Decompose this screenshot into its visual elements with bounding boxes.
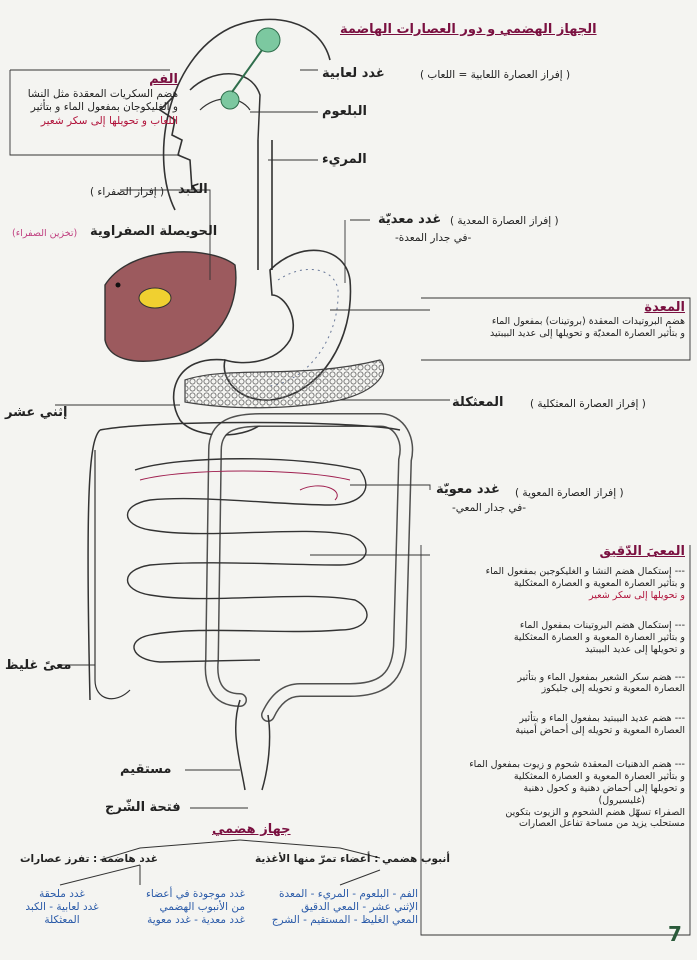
anus-label: فتحة الشّرج: [105, 800, 181, 815]
small-intestine-title: المعىَ الدّقيق: [599, 544, 685, 559]
salivary-glands: [221, 28, 280, 109]
si-line: العصارة المعوية و تحويله إلى أحماض أمينية: [515, 725, 685, 737]
si-line: --- إستكمال هضم النشا و الغليكوجين بمفعول الماء: [485, 566, 685, 578]
pancreas-label: المعثكلة: [452, 395, 504, 410]
si-line: (غليسيرول): [598, 794, 645, 806]
summary-line: الفم - البلعوم - المريء - المعدة: [279, 888, 418, 900]
si-line: العصارة المعوية و تحويله إلى جليكوز: [541, 683, 685, 695]
mouth-box: [12, 72, 178, 128]
si-line: و بتأثير العصارة المعوية و العصارة المعثكلية: [513, 578, 685, 590]
si-line: --- إستكمال هضم البروتينات بمفعول الماء: [519, 619, 685, 631]
small-intestine: [128, 459, 368, 662]
si-line: و بتأثير العصارة المعوية و العصارة المعثكلية: [513, 770, 685, 782]
summary-line: المعثكلة: [44, 914, 80, 927]
summary-tube-glands: [125, 888, 245, 927]
gallbladder-label: الحويصلة الصفراوية: [90, 224, 218, 239]
mouth-line: و الغليكوجان بمفعول الماء و بتأثير: [30, 101, 178, 114]
esophagus: [258, 140, 272, 270]
si-line: --- هضم سكر الشعير بمفعول الماء و بتأثير: [517, 671, 685, 683]
summary-attached: [12, 888, 112, 927]
mouth-title: الفم: [149, 72, 178, 87]
stomach-box: [425, 300, 685, 340]
mouth-line: هضم السكريات المعقدة مثل النشا: [27, 88, 178, 101]
intestinal-gland-label: غدد معويّة: [436, 482, 500, 497]
si-note: مستحلب يزيد من مساحة تفاعل العصارات: [518, 818, 685, 830]
intestinal-location-label: -في جدار المعي-: [452, 502, 527, 514]
duodenum-label: إثني عشر: [5, 405, 68, 420]
pancreas: [185, 360, 384, 408]
summary-line: غدد ملحقة: [39, 888, 85, 900]
stomach-line: هضم البروتيدات المعقدة (بروتينات) بمفعول الماء: [491, 316, 685, 328]
summary-root: جهاز هضمي: [212, 822, 291, 837]
pharynx-label: البلعوم: [322, 104, 367, 119]
pancreas-secretion-label: ( إفراز العصارة المعثكلية ): [530, 398, 646, 410]
mouth-line: اللعاب و تحويلها إلى سكر شعير: [40, 114, 178, 127]
si-line: --- هضم عديد البيبتيد بمفعول الماء و بتأثير: [519, 713, 685, 725]
si-line: و تحويلها إلى سكر شعير: [589, 590, 685, 601]
stomach-line: و بتأثير العصارة المعديّة و تحويلها إلى عديد البيبتيد: [490, 328, 685, 340]
si-line: و تحويلها إلى أحماض دهنية و كحول دهنية: [523, 782, 685, 794]
intestinal-secretion-label: ( إفراز العصارة المعوية ): [515, 487, 624, 499]
gallbladder-note: (تخزين الصفراء): [12, 228, 78, 239]
page-title: الجهاز الهضمي و دور العصارات الهاضمة: [340, 22, 597, 37]
bile-secretion-label: ( إفراز الصفراء ): [90, 186, 165, 198]
gallbladder: [139, 288, 171, 308]
summary-glands-head: غدد هاضمة : تفرز عصارات: [20, 853, 158, 865]
gastric-location-label: -في جدار المعدة-: [395, 232, 472, 244]
si-line: --- هضم الدهنيات المعقدة شحوم و زيوت بمفعول الماء: [469, 759, 685, 770]
page-number: 7: [668, 922, 682, 946]
rectum-label: مستقيم: [120, 762, 172, 777]
summary-line: غدد لعابية - الكبد: [25, 901, 99, 914]
large-intestine: [212, 420, 407, 715]
salivary-secretion-label: ( إفراز العصارة اللعابية = اللعاب ): [420, 69, 571, 81]
gastric-secretion-label: ( إفراز العصارة المعدية ): [450, 215, 559, 227]
summary-tube-organs: [258, 888, 418, 927]
gastric-gland-label: غدد معديّة: [378, 212, 442, 227]
liver-label: الكبد: [178, 182, 208, 197]
stomach-title: المعدة: [644, 300, 685, 315]
si-line: و تحويلها إلى عديد البيبتيد: [584, 643, 685, 655]
summary-line: المعي الغليظ - المستقيم - الشرج: [271, 914, 418, 927]
liver: [105, 252, 236, 361]
esophagus-label: المريء: [322, 152, 367, 167]
si-line: و بتأثير العصارة المعوية و العصارة المعثكلية: [513, 631, 685, 643]
large-intestine-label: معىً غليظ: [5, 658, 72, 673]
small-intestine-box: [425, 544, 685, 830]
salivary-gland-label: غدد لعابية: [322, 66, 385, 81]
si-note: الصفراء تسهّل هضم الشحوم و الزيوت بتكوين: [505, 806, 685, 818]
summary-line: الإثني عشر - المعي الدقيق: [301, 901, 418, 914]
summary-line: غدد معدية - غدد معوية: [147, 914, 245, 927]
summary-line: من الأنبوب الهضمي: [159, 901, 245, 914]
summary-tube-head: أنبوب هضمي : أعضاء تمرّ منها الأغذية: [255, 853, 450, 865]
summary-line: غدد موجودة في أعضاء: [145, 888, 245, 900]
